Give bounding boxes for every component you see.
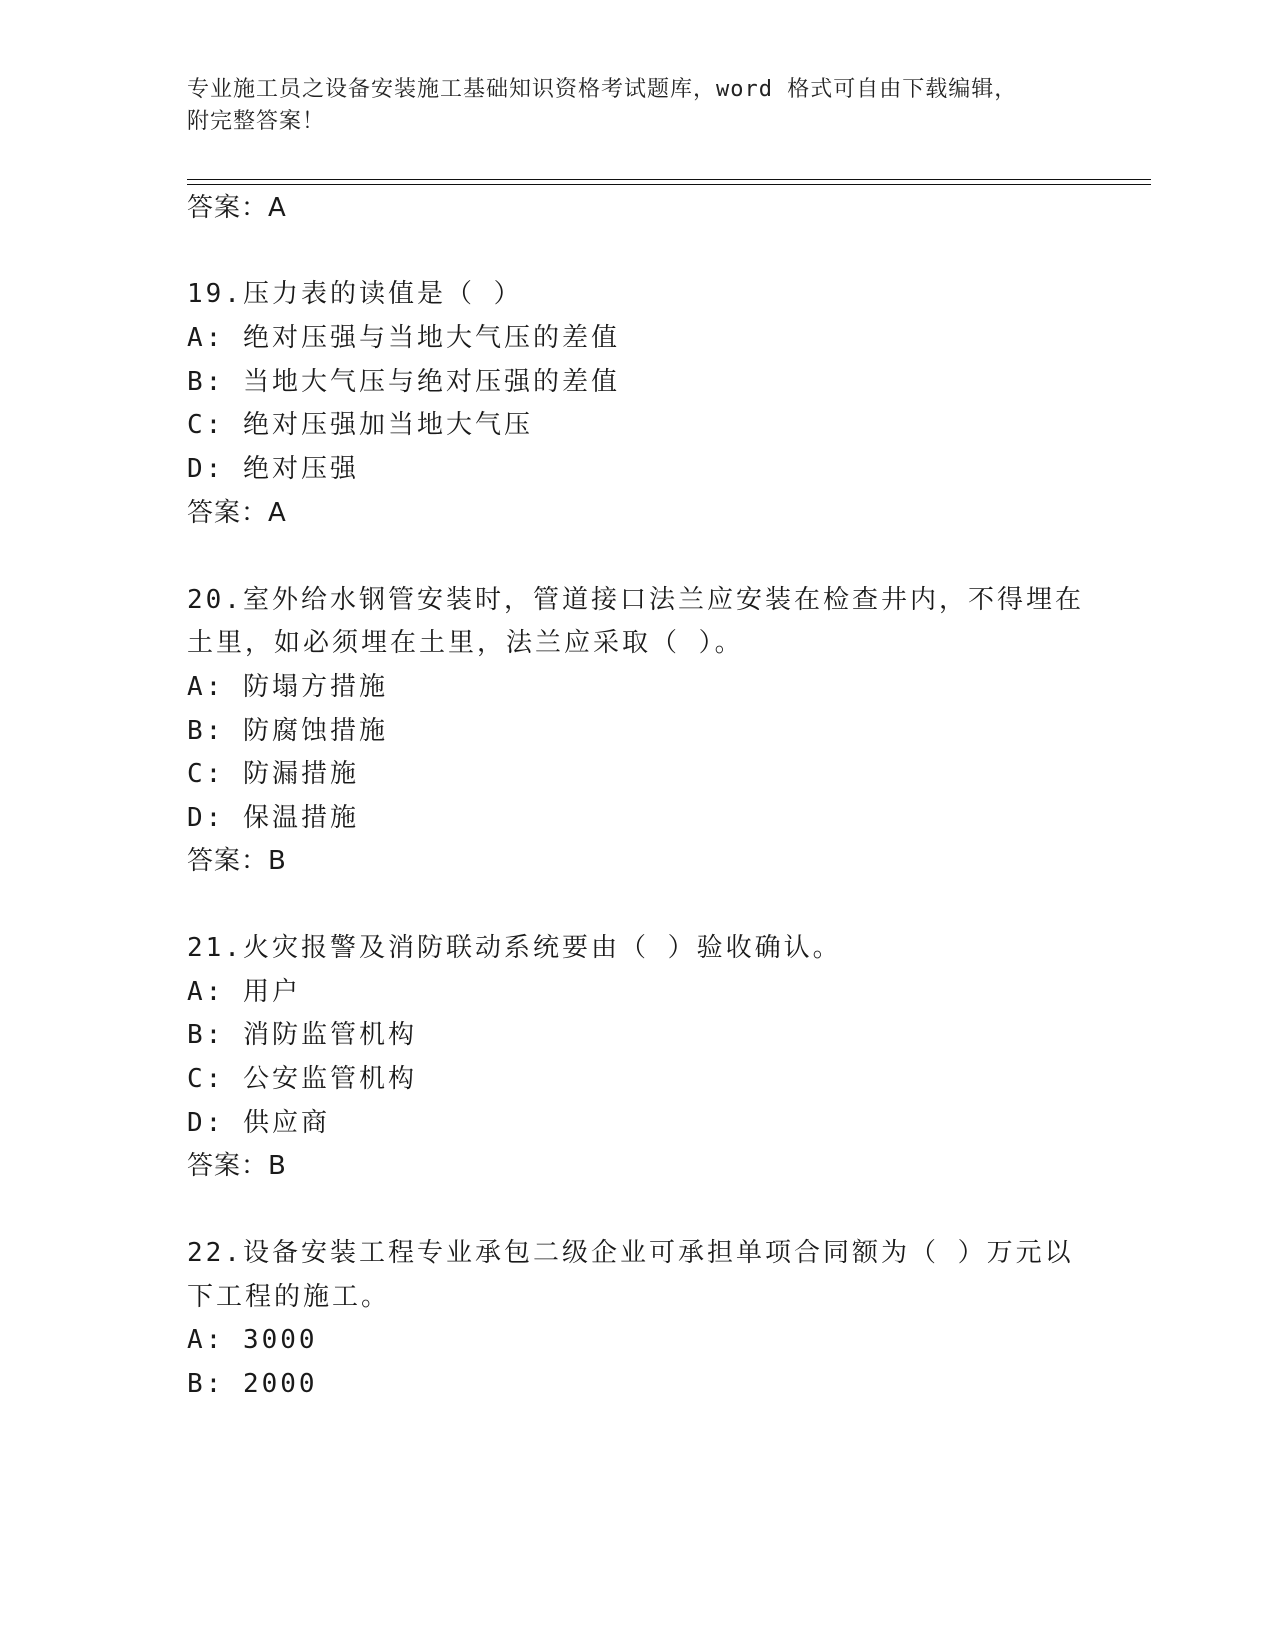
question-22-stem-line-1: 22.设备安装工程专业承包二级企业可承担单项合同额为（ ）万元以 (187, 1238, 1074, 1268)
question-19-option-d: D: 绝对压强 (187, 454, 359, 484)
question-20-stem-line-1: 20.室外给水钢管安装时，管道接口法兰应安装在检查井内，不得埋在 (187, 585, 1084, 615)
question-19-answer: 答案：A (187, 498, 287, 528)
previous-answer: 答案：A (187, 193, 287, 223)
header-line-1: 专业施工员之设备安装施工基础知识资格考试题库，word 格式可自由下载编辑， (187, 77, 1018, 102)
question-19-option-b: B: 当地大气压与绝对压强的差值 (187, 367, 620, 397)
question-21-stem: 21.火灾报警及消防联动系统要由（ ）验收确认。 (187, 933, 842, 963)
question-20-option-a: A: 防塌方措施 (187, 672, 388, 702)
question-20-stem-line-2: 土里，如必须埋在土里，法兰应采取（ ）。 (187, 628, 744, 658)
question-21-option-b: B: 消防监管机构 (187, 1020, 417, 1050)
header-divider-bottom (187, 184, 1151, 185)
header-line-2: 附完整答案！ (187, 109, 326, 134)
question-21-answer: 答案：B (187, 1151, 287, 1181)
document-header (187, 74, 1087, 138)
question-22-stem-line-2: 下工程的施工。 (187, 1282, 391, 1312)
question-20-option-b: B: 防腐蚀措施 (187, 716, 388, 746)
question-19-stem: 19.压力表的读值是（ ） (187, 279, 523, 309)
question-20-answer: 答案：B (187, 846, 287, 876)
question-22-option-a: A: 3000 (187, 1325, 318, 1355)
question-21-option-a: A: 用户 (187, 977, 301, 1007)
question-19-option-a: A: 绝对压强与当地大气压的差值 (187, 323, 620, 353)
header-divider-top (187, 179, 1151, 180)
question-20-option-c: C: 防漏措施 (187, 759, 359, 789)
question-21-option-d: D: 供应商 (187, 1108, 330, 1138)
question-22-option-b: B: 2000 (187, 1369, 318, 1399)
question-21-option-c: C: 公安监管机构 (187, 1064, 417, 1094)
question-20-option-d: D: 保温措施 (187, 803, 359, 833)
question-19-option-c: C: 绝对压强加当地大气压 (187, 410, 533, 440)
